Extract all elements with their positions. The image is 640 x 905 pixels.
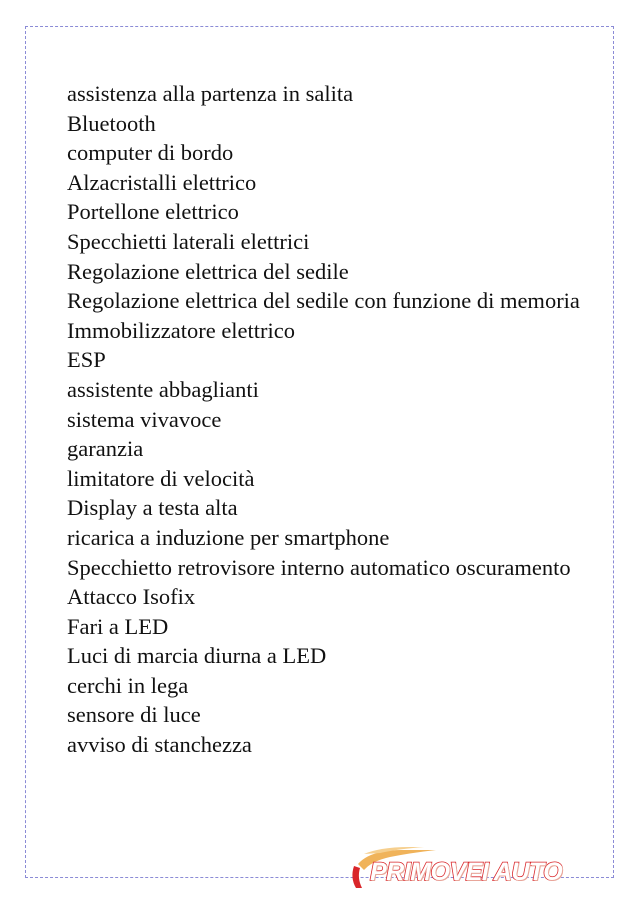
feature-item: Alzacristalli elettrico	[67, 169, 257, 195]
feature-item: Display a testa alta	[67, 495, 238, 521]
logo-text: PRIMOVEI AUTO	[370, 858, 563, 886]
feature-item: limitatore di velocità	[67, 465, 255, 491]
feature-item: Regolazione elettrica del sedile	[67, 258, 349, 284]
feature-item: Specchietti laterali elettrici	[67, 228, 310, 254]
feature-item: sensore di luce	[67, 702, 201, 728]
feature-item: assistente abbaglianti	[67, 376, 259, 402]
feature-item: Bluetooth	[67, 110, 156, 136]
feature-item: Fari a LED	[67, 613, 169, 639]
feature-item: Attacco Isofix	[67, 584, 196, 610]
feature-item: assistenza alla partenza in salita	[67, 81, 354, 106]
feature-item: Specchietto retrovisore interno automatico oscuramento	[67, 554, 571, 580]
feature-item: cerchi in lega	[67, 672, 189, 698]
feature-item: computer di bordo	[67, 140, 234, 166]
feature-item: Luci di marcia diurna a LED	[67, 643, 327, 669]
feature-item: ESP	[67, 347, 106, 373]
feature-item: Immobilizzatore elettrico	[67, 317, 296, 343]
feature-list	[62, 79, 580, 760]
feature-item: avviso di stanchezza	[67, 732, 252, 758]
feature-item: ricarica a induzione per smartphone	[67, 524, 390, 550]
feature-item: garanzia	[67, 436, 144, 462]
feature-item: sistema vivavoce	[67, 406, 222, 432]
dealer-logo	[340, 844, 640, 894]
feature-item: Portellone elettrico	[67, 199, 239, 225]
feature-item: Regolazione elettrica del sedile con funzione di memoria	[67, 288, 580, 314]
